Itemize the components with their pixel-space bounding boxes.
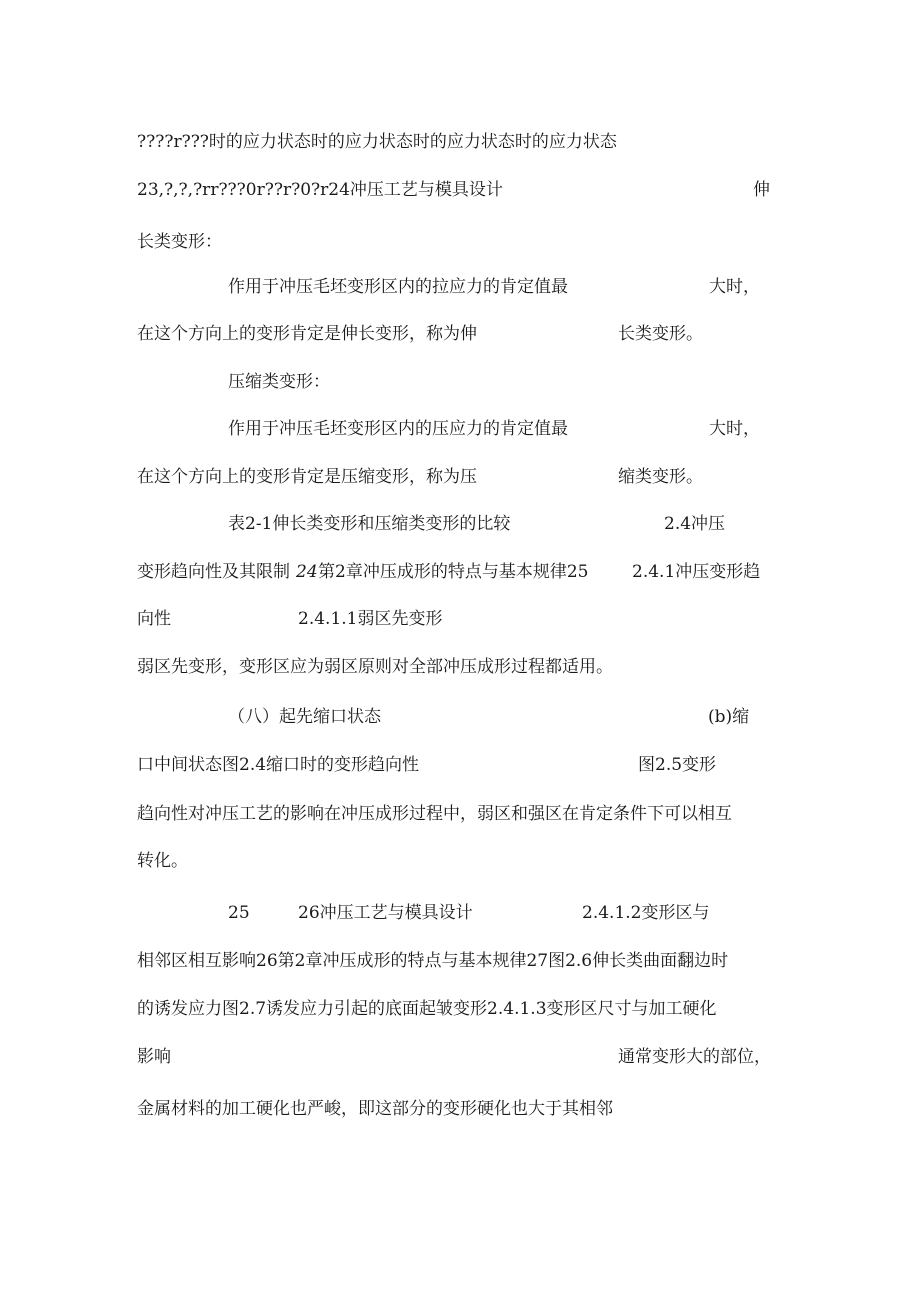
text-line-19 <box>0 996 920 1022</box>
text-line-11 <box>0 606 920 632</box>
text-span: 趋向性对冲压工艺的影响在冲压成形过程中，弱区和强区在肯定条件下可以相互 <box>137 804 732 824</box>
text-span: 2.4.1冲压变形趋 <box>632 562 761 582</box>
text-span: 2.4.1.1弱区先变形 <box>298 609 443 629</box>
text-line-5 <box>0 321 920 347</box>
text-line-20 <box>0 1044 920 1070</box>
text-span: 长类变形。 <box>618 324 703 344</box>
text-line-9 <box>0 511 920 537</box>
text-span: 伸 <box>753 180 770 200</box>
text-line-17 <box>0 900 920 926</box>
text-span: 长类变形： <box>137 232 222 252</box>
text-line-18 <box>0 948 920 974</box>
text-span: 23,?,?,?rr???0r??r?0?r24冲压工艺与模具设计 <box>137 180 503 200</box>
text-line-7 <box>0 416 920 442</box>
text-span: 口中间状态图2.4缩口时的变形趋向性 <box>137 755 420 775</box>
text-line-16 <box>0 848 920 874</box>
text-span: 压缩类变形： <box>228 372 330 392</box>
text-line-2 <box>0 177 920 203</box>
text-span: ????r???时的应力状态时的应力状态时的应力状态时的应力状态 <box>137 132 617 152</box>
text-span: 在这个方向上的变形肯定是压缩变形，称为压 <box>137 467 477 487</box>
text-span: 26冲压工艺与模具设计 <box>298 903 473 923</box>
text-line-4 <box>0 274 920 300</box>
text-line-14 <box>0 752 920 778</box>
text-span: 弱区先变形，变形区应为弱区原则对全部冲压成形过程都适用。 <box>137 657 613 677</box>
text-line-12 <box>0 654 920 680</box>
text-line-6 <box>0 369 920 395</box>
text-span: 表2-1伸长类变形和压缩类变形的比较 <box>228 514 511 534</box>
text-span: (b)缩 <box>708 707 750 727</box>
text-span: 大时， <box>709 277 760 297</box>
text-span: （八）起先缩口状态 <box>228 707 381 727</box>
text-span: 作用于冲压毛坯变形区内的拉应力的肯定值最 <box>228 277 568 297</box>
text-span: 图2.5变形 <box>638 755 717 775</box>
text-line-10 <box>0 559 920 585</box>
text-line-21 <box>0 1096 920 1122</box>
text-line-3 <box>0 229 920 255</box>
text-line-13 <box>0 704 920 730</box>
text-line-15 <box>0 801 920 827</box>
text-span: 缩类变形。 <box>618 467 703 487</box>
text-span: 25 <box>228 903 250 923</box>
text-span: 第2章冲压成形的特点与基本规律25 <box>318 562 589 582</box>
text-span: 大时， <box>709 419 760 439</box>
text-span: 金属材料的加工硬化也严峻，即这部分的变形硬化也大于其相邻 <box>137 1099 613 1119</box>
text-span: 24 <box>296 562 318 582</box>
text-span: 作用于冲压毛坯变形区内的压应力的肯定值最 <box>228 419 568 439</box>
text-span: 2.4.1.2变形区与 <box>582 903 710 923</box>
text-span: 转化。 <box>137 851 188 871</box>
text-span: 通常变形大的部位， <box>618 1047 771 1067</box>
text-span: 向性 <box>137 609 171 629</box>
text-span: 2.4冲压 <box>664 514 726 534</box>
text-line-1 <box>0 129 920 155</box>
text-span: 在这个方向上的变形肯定是伸长变形，称为伸 <box>137 324 477 344</box>
text-span: 的诱发应力图2.7诱发应力引起的底面起皱变形2.4.1.3变形区尺寸与加工硬化 <box>137 999 717 1019</box>
text-line-8 <box>0 464 920 490</box>
text-span: 变形趋向性及其限制 <box>137 562 290 582</box>
text-span: 影响 <box>137 1047 171 1067</box>
text-span: 相邻区相互影响26第2章冲压成形的特点与基本规律27图2.6伸长类曲面翻边时 <box>137 951 729 971</box>
